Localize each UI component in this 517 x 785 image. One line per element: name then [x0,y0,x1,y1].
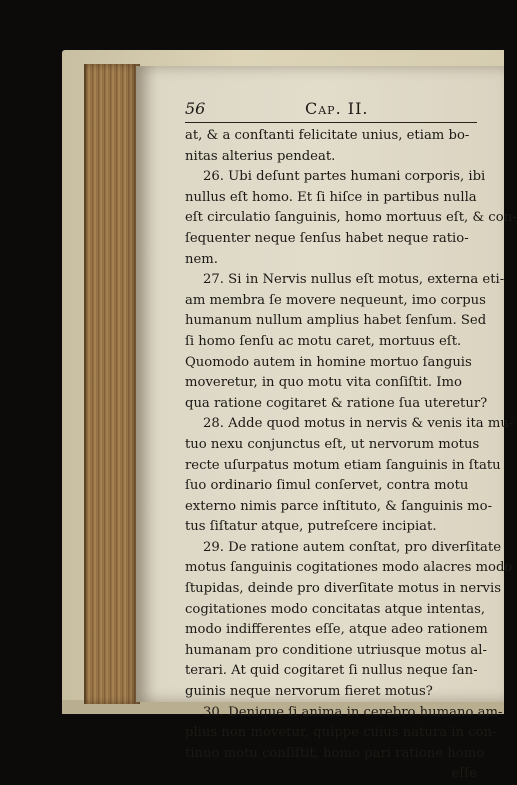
text-line: Quomodo autem in homine mortuo ſanguis [185,354,472,370]
text-line: 30. Denique ſi anima in cerebro humano am- [203,704,503,720]
text-line: qua ratione cogitaret & ratione ſua uteretur? [185,395,488,411]
text-line: ſtupidas, deinde pro diverſitate motus in nervis [185,581,501,597]
text-line: tus ſiſtatur atque, putreſcere incipiat. [185,519,437,535]
text-line: terari. At quid cogitaret ſi nullus neque ſan- [185,663,478,679]
running-header [185,99,475,123]
text-line: recte uſurpatus motum etiam ſanguinis in ſtatu [185,457,501,473]
text-line: moveretur, in quo motu vita conſiſtit. Imo [185,375,462,391]
page-number: 56 [185,99,206,118]
text-line: ſi homo ſenſu ac motu caret, mortuus eſt. [185,333,462,349]
chapter-heading: Cap. II. [305,99,369,118]
text-line: nitas alterius pendeat. [185,148,336,164]
text-line: motus ſanguinis cogitationes modo alacres modo [185,560,513,576]
text-line: 27. Si in Nervis nullus eſt motus, externa eti- [203,272,505,288]
text-line: externo nimis parce inſtituto, & ſanguinis mo- [185,498,493,514]
text-line: eſt circulatio ſanguinis, homo mortuus eſt, & con- [185,210,517,226]
text-line: am membra ſe movere nequeunt, imo corpus [185,292,486,308]
text-line: nem. [185,251,218,267]
text-line: guinis neque nervorum fieret motus? [185,684,433,700]
body-text [185,126,517,785]
text-line: 28. Adde quod motus in nervis & venis ita mu- [203,416,514,432]
text-line: plius non movetur, quippe cuius natura in con- [185,725,497,741]
text-line: eſſe [451,766,477,782]
text-line: cogitationes modo concitatas atque intentas, [185,601,486,617]
text-line: nullus eſt homo. Et ſi hiſce in partibus nulla [185,189,477,205]
header-rule [185,122,477,123]
page-edges [84,64,140,704]
text-line: humanum nullum amplius habet ſenſum. Sed [185,313,487,329]
text-line: tuo nexu conjunctus eſt, ut nervorum motus [185,436,480,452]
text-line: at, & a conſtanti felicitate unius, etiam bo- [185,128,470,143]
text-line: tinuo motu conſiſtit, homo pari ratione homo [185,745,485,761]
text-line: modo indifferentes eſſe, atque adeo rationem [185,622,488,638]
text-line: 29. De ratione autem conſtat, pro diverſitate [203,539,502,555]
text-line: humanam pro conditione utriusque motus al- [185,642,487,658]
text-line: 26. Ubi deſunt partes humani corporis, ibi [203,169,486,185]
text-line: ſequenter neque ſenſus habet neque ratio- [185,230,469,246]
text-line: ſuo ordinario ſimul conſervet, contra motu [185,478,469,494]
